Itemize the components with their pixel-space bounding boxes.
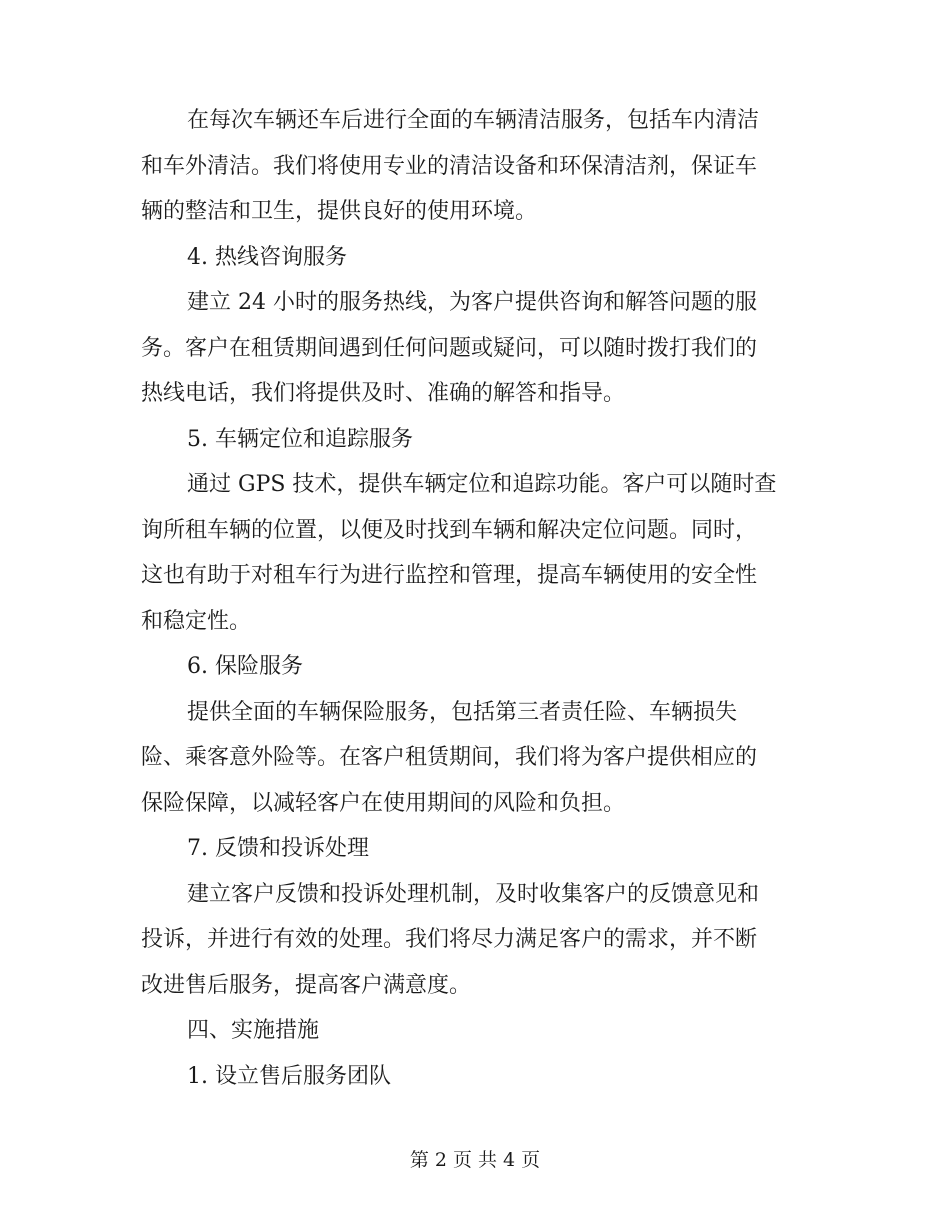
body-line: 和车外清洁。我们将使用专业的清洁设备和环保清洁剂，保证车 bbox=[141, 153, 758, 179]
body-line: 在每次车辆还车后进行全面的车辆清洁服务，包括车内清洁 bbox=[187, 108, 760, 133]
section-heading-hotline: 4. 热线咨询服务 bbox=[187, 244, 347, 270]
body-line: 务。客户在租赁期间遇到任何问题或疑问，可以随时拨打我们的 bbox=[141, 335, 758, 361]
body-line: 改进售后服务，提高客户满意度。 bbox=[141, 972, 472, 998]
body-line: 建立 24 小时的服务热线，为客户提供咨询和解答问题的服 bbox=[187, 290, 757, 315]
page-number-footer: 第 2 页 共 4 页 bbox=[409, 1149, 541, 1171]
body-line: 保险保障，以减轻客户在使用期间的风险和负担。 bbox=[141, 790, 626, 816]
section-heading-feedback: 7. 反馈和投诉处理 bbox=[187, 836, 369, 861]
body-line: 这也有助于对租车行为进行监控和管理，提高车辆使用的安全性 bbox=[141, 563, 758, 588]
section-heading-insurance: 6. 保险服务 bbox=[187, 654, 303, 679]
body-line: 热线电话，我们将提供及时、准确的解答和指导。 bbox=[141, 381, 626, 406]
body-line: 险、乘客意外险等。在客户租赁期间，我们将为客户提供相应的 bbox=[141, 745, 758, 770]
body-line: 和稳定性。 bbox=[141, 608, 252, 634]
document-body bbox=[141, 98, 807, 1099]
body-line: 询所租车辆的位置，以便及时找到车辆和解决定位问题。同时， bbox=[141, 517, 758, 543]
section-heading-gps-tracking: 5. 车辆定位和追踪服务 bbox=[187, 426, 413, 452]
body-line: 通过 GPS 技术，提供车辆定位和追踪功能。客户可以随时查 bbox=[187, 472, 777, 497]
body-line: 投诉，并进行有效的处理。我们将尽力满足客户的需求，并不断 bbox=[141, 927, 758, 952]
body-line: 辆的整洁和卫生，提供良好的使用环境。 bbox=[141, 199, 538, 224]
chapter-heading-implementation: 四、实施措施 bbox=[187, 1018, 320, 1043]
body-line: 提供全面的车辆保险服务，包括第三者责任险、车辆损失 bbox=[187, 699, 738, 725]
body-line: 建立客户反馈和投诉处理机制，及时收集客户的反馈意见和 bbox=[187, 881, 760, 907]
section-heading-service-team: 1. 设立售后服务团队 bbox=[187, 1063, 391, 1089]
